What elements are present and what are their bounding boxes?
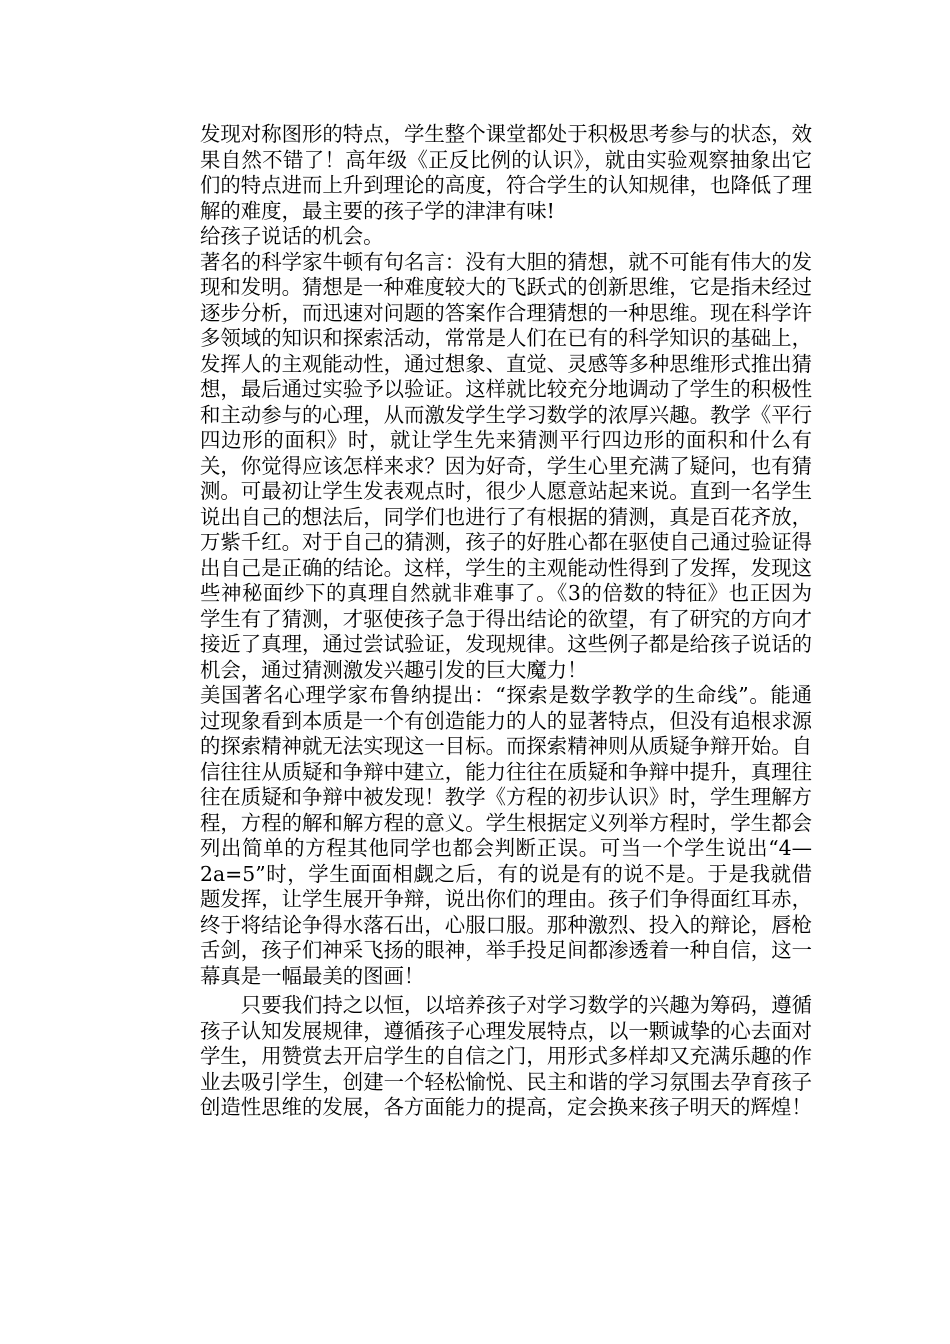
- paragraph-conclusion: 只要我们持之以恒，以培养孩子对学习数学的兴趣为筹码，遵循孩子认知发展规律，遵循孩子心理发展特点，以一颗诚挚的心去面对学生，用赞赏去开启学生的自信之门，用形式多样却又充满乐趣的作业去吸引学生，创建一个轻松愉悦、民主和谐的学习氛围去孕育孩子创造性思维的发展，各方面能力的提高，定会换来孩子明天的辉煌！: [200, 993, 812, 1119]
- document-body: [200, 122, 812, 1121]
- paragraph-heading-speaking-opportunity: 给孩子说话的机会。: [200, 224, 384, 248]
- paragraph-intro-continuation: 发现对称图形的特点，学生整个课堂都处于积极思考参与的状态，效果自然不错了！高年级《正反比例的认识》，就由实验观察抽象出它们的特点进而上升到理论的高度，符合学生的认知规律，也降低了理解的难度，最主要的孩子学的津津有味!: [200, 122, 812, 223]
- paragraph-bruner-exploration: 美国著名心理学家布鲁纳提出：“探索是数学教学的生命线”。能通过现象看到本质是一个有创造能力的人的显著特点，但没有追根求源的探索精神就无法实现这一目标。而探索精神则从质疑争辩开始。自信往往从质疑和争辩中建立，能力往往在质疑和争辩中提升，真理往往在质疑和争辩中被发现！教学《方程的初步认识》时，学生理解方程，方程的解和解方程的意义。学生根据定义列举方程时，学生都会列出简单的方程其他同学也都会判断正误。可当一个学生说出“4—2a=5”时，学生面面相觑之后，有的说是有的说不是。于是我就借题发挥，让学生展开争辩，说出你们的理由。孩子们争得面红耳赤，终于将结论争得水落石出，心服口服。那种激烈、投入的辩论，唇枪舌剑，孩子们神采飞扬的眼神，举手投足间都渗透着一种自信，这一幕真是一幅最美的图画！: [200, 683, 812, 988]
- paragraph-newton-guessing: 著名的科学家牛顿有句名言：没有大胆的猜想，就不可能有伟大的发现和发明。猜想是一种难度较大的飞跃式的创新思维，它是指未经过逐步分析，而迅速对问题的答案作合理猜想的一种思维。现在科学许多领域的知识和探索活动，常常是人们在已有的科学知识的基础上，发挥人的主观能动性，通过想象、直觉、灵感等多种思维形式推出猜想，最后通过实验予以验证。这样就比较充分地调动了学生的积极性和主动参与的心理，从而激发学生学习数学的浓厚兴趣。教学《平行四边形的面积》时，就让学生先来猜测平行四边形的面积和什么有关，你觉得应该怎样来求？因为好奇，学生心里充满了疑问，也有猜测。可最初让学生发表观点时，很少人愿意站起来说。直到一名学生说出自己的想法后，同学们也进行了有根据的猜测，真是百花齐放，万紫千红。对于自己的猜测，孩子的好胜心都在驱使自己通过验证得出自己是正确的结论。这样，学生的主观能动性得到了发挥，发现这些神秘面纱下的真理自然就非难事了。《3的倍数的特征》也正因为学生有了猜测，才驱使孩子急于得出结论的欲望，有了研究的方向才接近了真理，通过尝试验证，发现规律。这些例子都是给孩子说话的机会，通过猜测激发兴趣引发的巨大魔力！: [200, 249, 812, 682]
